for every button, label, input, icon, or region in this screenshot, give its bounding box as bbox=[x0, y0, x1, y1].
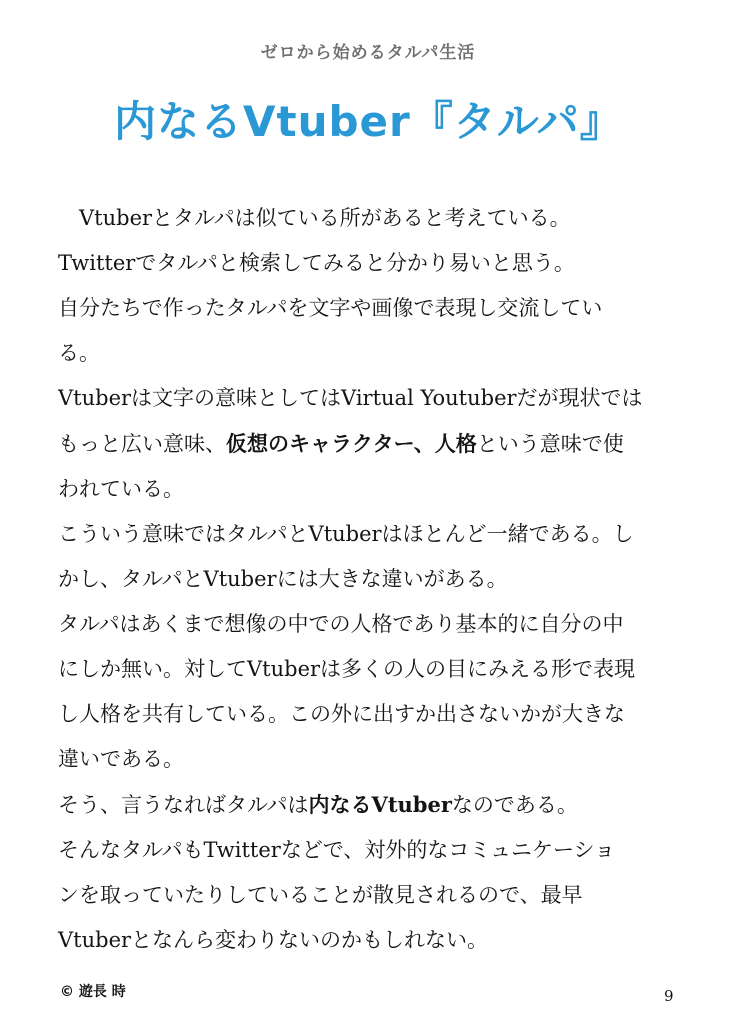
body-line bbox=[58, 421, 682, 467]
body-line: Vtuberとなんら変わりないのかもしれない。 bbox=[58, 928, 489, 952]
body-line: Vtuberとタルパは似ている所があると考えている。 bbox=[79, 206, 571, 230]
body-line: かし、タルパとVtuberには大きな違いがある。 bbox=[58, 567, 508, 591]
body-line: われている。 bbox=[58, 477, 184, 501]
crescent-moon-icon bbox=[62, 97, 100, 141]
emphasis-text: 仮想のキャラクター、人格 bbox=[226, 431, 477, 456]
copyright-notice: © 遊長 時 bbox=[60, 984, 126, 1000]
page-number: 9 bbox=[664, 987, 674, 1005]
body-line: し人格を共有している。この外に出すか出さないかが大きな bbox=[58, 702, 625, 726]
body-text bbox=[58, 196, 682, 963]
body-text-span: そう、言うなればタルパは bbox=[58, 793, 309, 817]
body-text-span: もっと広い意味、 bbox=[58, 432, 226, 456]
body-text-span: なのである。 bbox=[451, 793, 578, 817]
body-line: ンを取っていたりしていることが散見されるので、最早 bbox=[58, 883, 583, 907]
body-line: タルパはあくまで想像の中での人格であり基本的に自分の中 bbox=[58, 612, 624, 636]
body-line: Twitterでタルパと検索してみると分かり易いと思う。 bbox=[58, 251, 575, 275]
emphasis-text: 内なるVtuber bbox=[308, 792, 452, 817]
body-text-span: という意味で使 bbox=[476, 432, 624, 456]
body-line: る。 bbox=[58, 341, 100, 365]
body-line: 違いである。 bbox=[58, 747, 184, 771]
section-heading bbox=[62, 86, 623, 152]
body-line: Vtuberは文字の意味としてはVirtual Youtuberだが現状では bbox=[58, 386, 643, 410]
body-line bbox=[58, 782, 682, 828]
body-line: そんなタルパもTwitterなどで、対外的なコミュニケーショ bbox=[58, 838, 616, 862]
body-line: こういう意味ではタルパとVtuberはほとんど一緒である。し bbox=[58, 522, 634, 546]
body-line: 自分たちで作ったタルパを文字や画像で表現し交流してい bbox=[58, 296, 603, 320]
body-line: にしか無い。対してVtuberは多くの人の目にみえる形で表現 bbox=[58, 657, 636, 681]
section-heading-text: 内なるVtuber『タルパ』 bbox=[114, 97, 623, 146]
running-header-title: ゼロから始めるタルパ生活 bbox=[260, 43, 476, 63]
